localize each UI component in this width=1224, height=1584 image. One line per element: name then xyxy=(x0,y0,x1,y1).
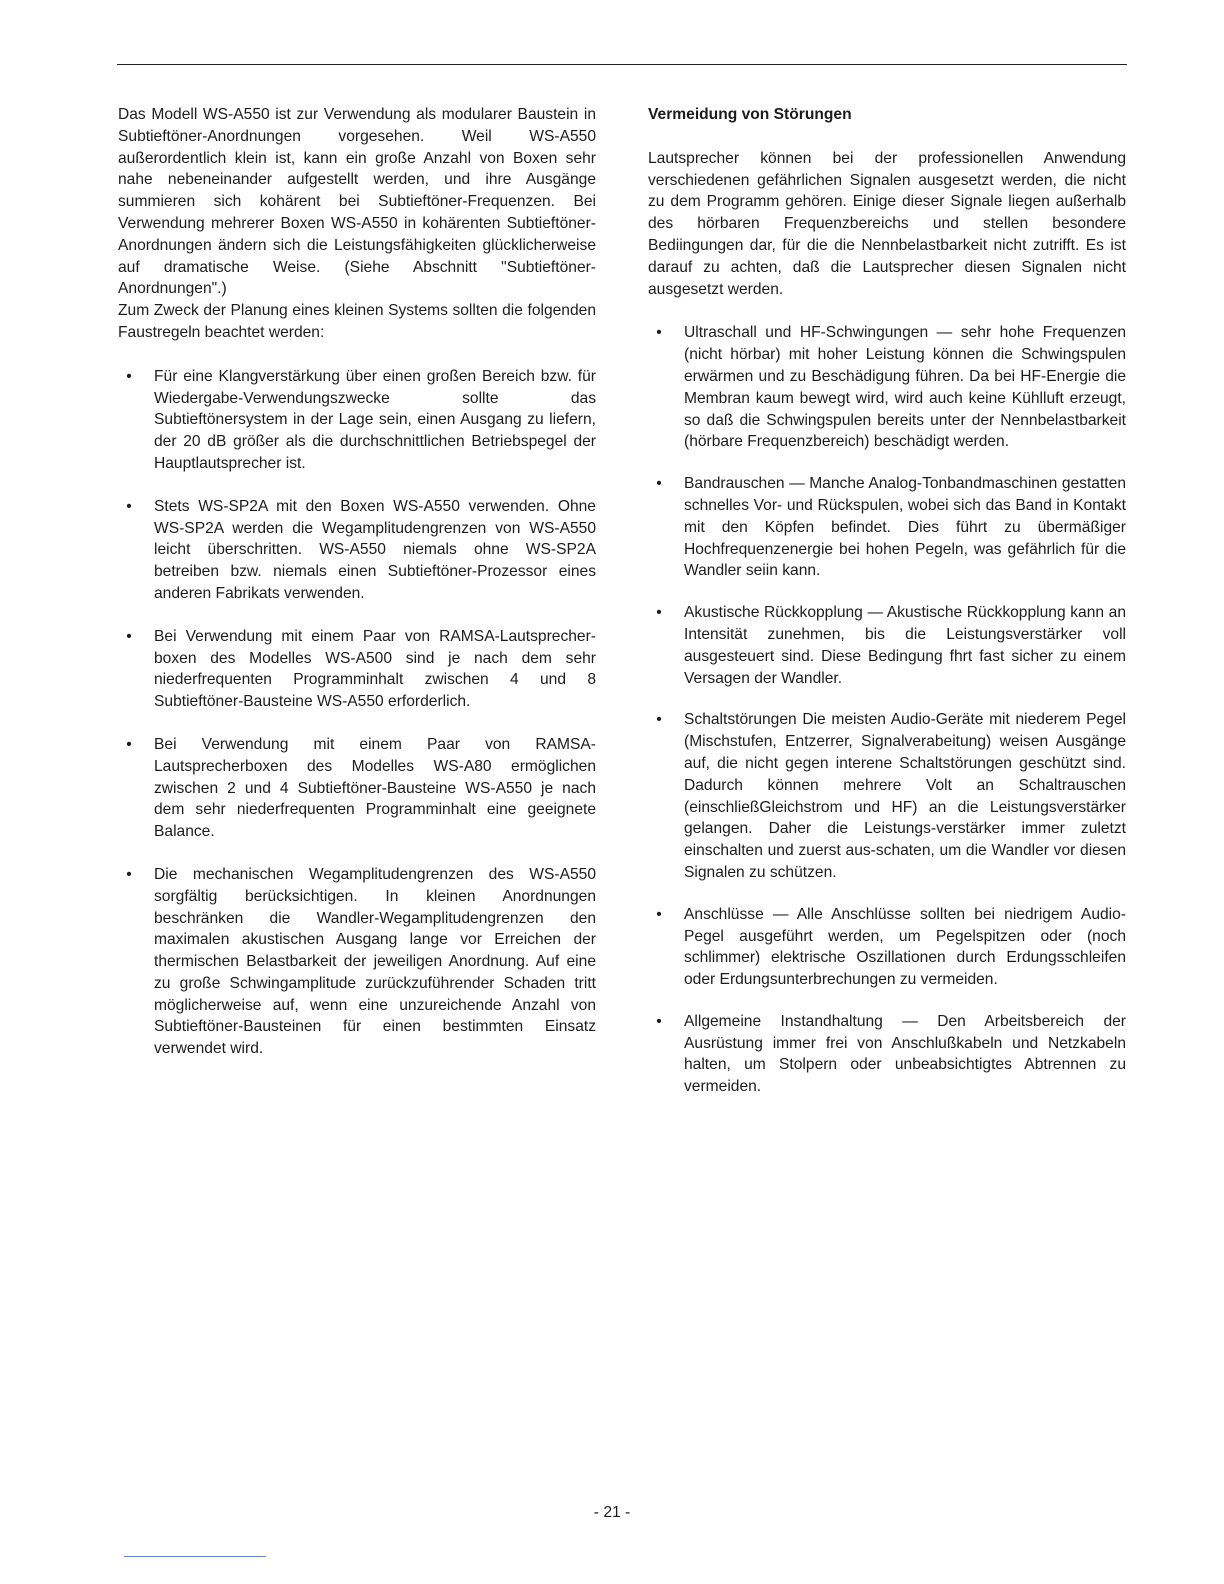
bullet-icon: • xyxy=(656,1012,662,1030)
bullet-icon: • xyxy=(126,865,132,883)
list-item-text: Bei Verwendung mit einem Paar von RAMSA-Lautsprecher- boxen des Modelles WS-A500 sind je nach dem sehr niederfrequenten Programminhalt zwischen 4 und 8 Subtieftöner-Bausteine WS-A550 erforderlich. xyxy=(154,627,596,711)
list-item xyxy=(118,864,596,1060)
interference-intro-paragraph: Lautsprecher können bei der professionellen Anwendung verschiedenen gefährlichen Signalen ausgesetzt werden, die nicht zu dem Programm gehören. Einige dieser Signale liegen außerhalb des hörbaren Frequenzbereichs und stellen besondere Bediingungen dar, für die die Nennbelastbarkeit nicht zutrifft. Es ist darauf zu achten, daß die Lautsprecher diesen Signalen nicht ausgesetzt werden. xyxy=(648,149,1126,298)
list-item-text: Allgemeine Instandhaltung — Den Arbeitsbereich der Ausrüstung immer frei von Anschlußkabeln und Netzkabeln halten, um Stolpern oder unbeabsichtigtes Abtrennen zu vermeiden. xyxy=(684,1012,1126,1096)
list-item-text: Anschlüsse — Alle Anschlüsse sollten bei niedrigem Audio-Pegel ausgeführt werden, um Pegelspitzen oder (noch schlimmer) elektrische Oszillationen durch Erdungsschleifen oder Erdungsunterbrechungen zu vermeiden. xyxy=(684,905,1126,989)
intro-paragraph: Das Modell WS-A550 ist zur Verwendung als modularer Baustein in Subtieftöner-Anordnungen vorgesehen. Weil WS-A550 außerordentlich klein ist, kann ein große Anzahl von Boxen sehr nahe nebeneinander aufgestellt werden, und ihre Ausgänge summieren sich kohärent bei Subtieftöner-Frequenzen. Bei Verwendung mehrerer Boxen WS-A550 in kohärenten Subtieftöner-Anordnungen ändern sich die Leistungsfähigkeiten glücklicherweise auf dramatische Weise. (Siehe Abschnitt "Subtieftöner-Anordnungen".) xyxy=(118,106,596,298)
list-item-text: Schaltstörungen Die meisten Audio-Geräte mit niederem Pegel (Mischstufen, Entzerrer, Signalverabeitung) weisen Ausgänge auf, die nicht gegen interene Schaltstörungen geschützt sind. Dadurch können mehrere Volt an Schaltrauschen (einschließGleichstrom und HF) an die Leistungsverstärker gelangen. Daher die Leistungs-verstärker immer zuletzt einschalten und zuerst aus-schaten, um die Wandler vor diesen Signalen zu schützen. xyxy=(684,711,1126,881)
bullet-icon: • xyxy=(656,324,662,342)
left-column xyxy=(118,104,596,1081)
top-rule xyxy=(117,64,1127,65)
list-item xyxy=(648,602,1126,689)
bullet-icon: • xyxy=(656,905,662,923)
planning-paragraph: Zum Zweck der Planung eines kleinen Systems sollten die folgenden Faustregeln beachtet werden: xyxy=(118,302,596,341)
list-item xyxy=(118,496,596,605)
list-item xyxy=(648,1011,1126,1098)
bullet-icon: • xyxy=(656,711,662,729)
bullet-icon: • xyxy=(126,735,132,753)
bullet-icon: • xyxy=(656,604,662,622)
list-item-text: Für eine Klangverstärkung über einen großen Bereich bzw. für Wiedergabe-Verwendungszwecke sollte das Subtieftönersystem in der Lage sein, einen Ausgang zu liefern, der 20 dB größer als die durchschnittlichen Betriebspegel der Hauptlautsprecher ist. xyxy=(154,367,596,472)
bullet-icon: • xyxy=(656,475,662,493)
interference-list xyxy=(648,322,1126,1098)
rules-list xyxy=(118,366,596,1060)
right-column xyxy=(648,104,1126,1118)
list-item-text: Die mechanischen Wegamplitudengrenzen des WS-A550 sorgfältig berücksichtigen. In kleinen Anordnungen beschränken die Wandler-Wegamplitudengrenzen den maximalen akustischen Ausgang lange vor Erreichen der thermischen Belastbarkeit der jeweiligen Anordnung. Auf eine zu große Schwingamplitude zurückzuführender Schaden tritt möglicherweise auf, wenn eine unzureichende Anzahl von Subtieftöner-Bausteinen für einen bestimmten Einsatz verwendet wird. xyxy=(154,865,596,1058)
bullet-icon: • xyxy=(126,627,132,645)
list-item-text: Ultraschall und HF-Schwingungen — sehr hohe Frequenzen (nicht hörbar) mit hoher Leistung können die Schwingspulen erwärmen und zu Beschädigung führen. Da bei HF-Energie die Membran kaum bewegt wird, wird auch keine Kühlluft erzeugt, so daß die Schwingspulen bereits unter der Nennbelastbarkeit (hörbare Frequenzbereich) beschädigt werden. xyxy=(684,324,1126,451)
section-heading: Vermeidung von Störungen xyxy=(648,106,852,123)
list-item xyxy=(118,366,596,475)
list-item xyxy=(648,709,1126,883)
list-item-text: Bei Verwendung mit einem Paar von RAMSA-Lautsprecherboxen des Modelles WS-A80 ermöglichen zwischen 2 und 4 Subtieftöner-Bausteine WS-A550 je nach dem sehr niederfrequenten Programminhalt eine geeignete Balance. xyxy=(154,735,596,841)
list-item xyxy=(118,734,596,843)
list-item-text: Bandrauschen — Manche Analog-Tonbandmaschinen gestatten schnelles Vor- und Rückspulen, wobei sich das Band in Kontakt mit den Köpfen befindet. Dies führt zu übermäßiger Hochfrequenzenergie bei hohen Pegeln, was gefährlich für die Wandler seiin kann. xyxy=(684,475,1126,580)
list-item xyxy=(648,322,1126,453)
list-item xyxy=(118,626,596,713)
list-item-text: Stets WS-SP2A mit den Boxen WS-A550 verwenden. Ohne WS-SP2A werden die Wegamplitudengrenzen von WS-A550 leicht überschritten. WS-A550 niemals ohne WS-SP2A betreiben bzw. niemals einen Subtieftöner-Prozessor eines anderen Fabrikats verwenden. xyxy=(154,497,596,602)
list-item xyxy=(648,904,1126,991)
bullet-icon: • xyxy=(126,497,132,515)
page-number: - 21 - xyxy=(593,1504,631,1521)
bottom-rule xyxy=(124,1556,266,1557)
bullet-icon: • xyxy=(126,367,132,385)
list-item xyxy=(648,473,1126,582)
list-item-text: Akustische Rückkopplung — Akustische Rückkopplung kann an Intensität zunehmen, bis die Leistungsverstärker voll ausgesteuert sind. Diese Bedingung fhrt fast sicher zu einem Versagen der Wandler. xyxy=(684,604,1126,687)
